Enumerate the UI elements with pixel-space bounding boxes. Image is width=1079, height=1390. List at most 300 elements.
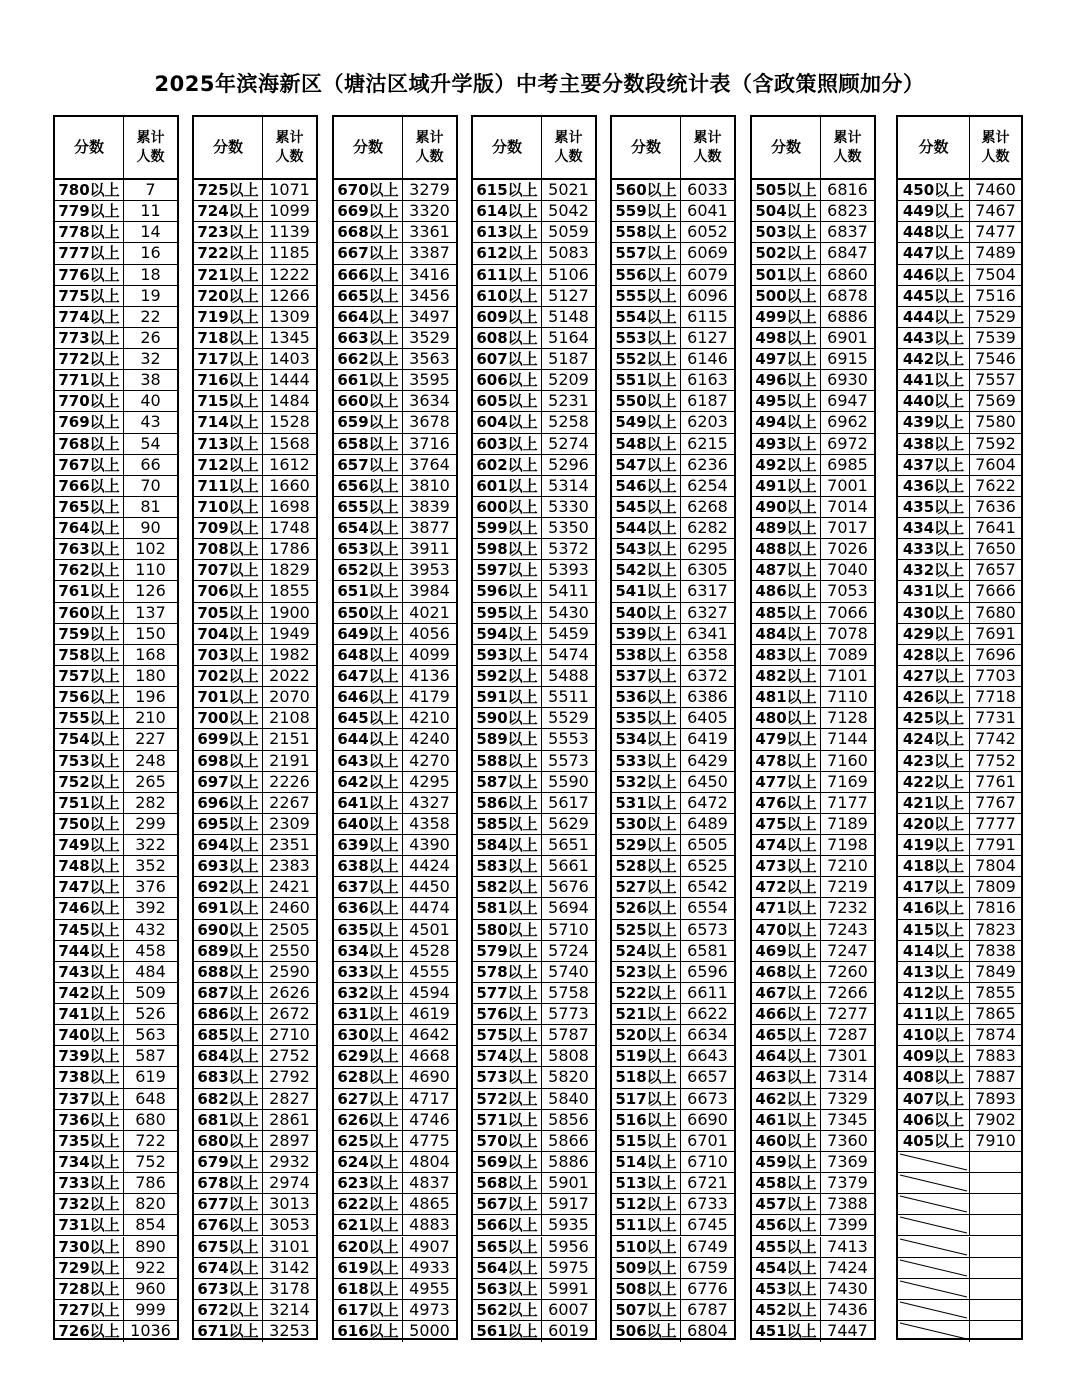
table-row	[334, 624, 456, 645]
table-row	[55, 856, 177, 877]
count-cell: 6505	[687, 835, 728, 855]
score-cell: 507以上	[615, 1300, 677, 1319]
table-row	[752, 793, 874, 814]
score-cell: 711以上	[197, 476, 259, 495]
score-cell: 508以上	[615, 1279, 677, 1298]
count-cell: 7809	[975, 877, 1016, 897]
score-cell: 449以上	[902, 202, 965, 221]
score-cell: 568以上	[476, 1174, 538, 1193]
table-row	[55, 391, 177, 412]
score-cell: 743以上	[58, 962, 120, 981]
count-cell: 2792	[269, 1067, 310, 1087]
table-row	[334, 265, 456, 286]
table-row	[898, 1110, 1021, 1131]
count-cell: 7078	[827, 623, 868, 643]
count-cell: 5740	[548, 961, 589, 981]
header-score: 分数	[212, 138, 243, 156]
table-row	[55, 751, 177, 772]
table-row	[752, 856, 874, 877]
table-row	[194, 729, 316, 750]
count-cell: 6915	[827, 349, 868, 369]
score-cell: 679以上	[197, 1152, 259, 1171]
score-cell: 514以上	[615, 1152, 677, 1171]
score-cell: 620以上	[337, 1237, 399, 1256]
count-cell: 7160	[827, 750, 868, 770]
table-row	[612, 1321, 734, 1342]
score-cell: 432以上	[902, 561, 965, 580]
count-cell: 5617	[548, 792, 589, 812]
score-cell: 532以上	[615, 772, 677, 791]
count-cell: 4746	[409, 1109, 450, 1129]
count-cell: 5991	[548, 1278, 589, 1298]
count-cell: 2505	[269, 919, 310, 939]
count-cell: 7189	[827, 813, 868, 833]
score-cell: 702以上	[197, 666, 259, 685]
score-cell: 767以上	[58, 455, 120, 474]
table-row	[612, 1110, 734, 1131]
score-cell: 553以上	[615, 328, 677, 347]
count-cell: 7838	[975, 940, 1016, 960]
count-cell: 7622	[975, 475, 1016, 495]
count-cell: 7742	[975, 729, 1016, 749]
count-cell: 509	[135, 982, 166, 1002]
table-row	[473, 1025, 595, 1046]
score-cell: 757以上	[58, 666, 120, 685]
count-cell: 6554	[687, 898, 728, 918]
table-row	[55, 1258, 177, 1279]
table-row	[55, 920, 177, 941]
count-cell: 299	[135, 813, 166, 833]
table-row	[334, 349, 456, 370]
table-row	[334, 539, 456, 560]
table-row	[898, 941, 1021, 962]
score-cell: 644以上	[337, 730, 399, 749]
count-cell: 6386	[687, 687, 728, 707]
score-cell: 554以上	[615, 307, 677, 326]
count-cell: 6358	[687, 644, 728, 664]
table-row	[612, 856, 734, 877]
count-cell: 6317	[687, 581, 728, 601]
count-cell: 2590	[269, 961, 310, 981]
score-cell: 681以上	[197, 1110, 259, 1129]
count-cell: 1855	[269, 581, 310, 601]
count-cell: 6127	[687, 327, 728, 347]
count-cell: 322	[135, 835, 166, 855]
score-cell: 549以上	[615, 413, 677, 432]
table-row	[55, 729, 177, 750]
count-cell: 1786	[269, 539, 310, 559]
count-cell: 137	[135, 602, 166, 622]
table-row	[473, 1321, 595, 1342]
table-row	[334, 1173, 456, 1194]
table-row	[55, 180, 177, 201]
table-row	[898, 518, 1021, 539]
score-cell: 573以上	[476, 1068, 538, 1087]
empty-cell-strike	[898, 1258, 969, 1278]
table-row	[898, 920, 1021, 941]
score-cell: 752以上	[58, 772, 120, 791]
score-cell: 657以上	[337, 455, 399, 474]
score-cell: 501以上	[755, 265, 817, 284]
score-cell: 581以上	[476, 899, 538, 918]
count-cell: 6816	[827, 180, 868, 199]
score-cell: 511以上	[615, 1216, 677, 1235]
table-row	[752, 243, 874, 264]
count-cell: 2974	[269, 1173, 310, 1193]
count-cell: 722	[135, 1130, 166, 1150]
table-row	[752, 476, 874, 497]
table-row	[752, 729, 874, 750]
table-row	[55, 1194, 177, 1215]
score-cell: 593以上	[476, 645, 538, 664]
count-cell: 5553	[548, 729, 589, 749]
score-cell: 466以上	[755, 1005, 817, 1024]
count-cell: 2267	[269, 792, 310, 812]
count-cell: 4501	[409, 919, 450, 939]
score-cell: 738以上	[58, 1068, 120, 1087]
count-cell: 7369	[827, 1151, 868, 1171]
table-row	[752, 1004, 874, 1025]
score-cell: 463以上	[755, 1068, 817, 1087]
table-row	[612, 1067, 734, 1088]
table-row	[898, 1004, 1021, 1025]
score-cell: 415以上	[902, 920, 965, 939]
count-cell: 7243	[827, 919, 868, 939]
count-cell: 3053	[269, 1215, 310, 1235]
table-column-group	[53, 115, 179, 1340]
table-row	[55, 793, 177, 814]
table-row	[473, 328, 595, 349]
table-row	[898, 391, 1021, 412]
count-cell: 3279	[409, 180, 450, 199]
count-cell: 3911	[409, 539, 450, 559]
count-cell: 14	[140, 222, 161, 242]
table-row	[612, 666, 734, 687]
empty-cell-strike	[898, 1215, 969, 1235]
count-cell: 4717	[409, 1088, 450, 1108]
count-cell: 7388	[827, 1194, 868, 1214]
count-cell: 26	[140, 327, 161, 347]
table-row	[752, 1089, 874, 1110]
count-cell: 922	[135, 1257, 166, 1277]
score-cell: 563以上	[476, 1279, 538, 1298]
count-cell: 7467	[975, 201, 1016, 221]
table-row	[612, 751, 734, 772]
score-cell: 525以上	[615, 920, 677, 939]
count-cell: 19	[140, 285, 161, 305]
table-row	[898, 645, 1021, 666]
table-row	[334, 1110, 456, 1131]
table-row	[752, 708, 874, 729]
score-cell: 608以上	[476, 328, 538, 347]
table-row	[334, 983, 456, 1004]
score-cell: 674以上	[197, 1258, 259, 1277]
table-row	[334, 1258, 456, 1279]
score-cell: 493以上	[755, 434, 817, 453]
table-row	[612, 1279, 734, 1300]
table-row	[752, 814, 874, 835]
score-cell: 457以上	[755, 1195, 817, 1214]
score-cell: 741以上	[58, 1005, 120, 1024]
count-cell: 7329	[827, 1088, 868, 1108]
score-cell: 697以上	[197, 772, 259, 791]
count-cell: 5274	[548, 433, 589, 453]
table-row	[334, 793, 456, 814]
score-cell: 462以上	[755, 1089, 817, 1108]
score-cell: 572以上	[476, 1089, 538, 1108]
count-cell: 5106	[548, 264, 589, 284]
table-row	[898, 307, 1021, 328]
count-cell: 5164	[548, 327, 589, 347]
score-cell: 776以上	[58, 265, 120, 284]
score-cell: 577以上	[476, 983, 538, 1002]
count-cell: 619	[135, 1067, 166, 1087]
score-cell: 624以上	[337, 1152, 399, 1171]
score-cell: 627以上	[337, 1089, 399, 1108]
table-row	[898, 455, 1021, 476]
score-cell: 496以上	[755, 371, 817, 390]
score-cell: 513以上	[615, 1174, 677, 1193]
score-cell: 710以上	[197, 497, 259, 516]
table-column-group	[192, 115, 318, 1340]
table-row	[334, 814, 456, 835]
count-cell: 5314	[548, 475, 589, 495]
score-cell: 592以上	[476, 666, 538, 685]
score-cell: 746以上	[58, 899, 120, 918]
table-row	[898, 624, 1021, 645]
count-cell: 248	[135, 750, 166, 770]
table-row	[194, 412, 316, 433]
count-cell: 5209	[548, 370, 589, 390]
score-cell: 646以上	[337, 688, 399, 707]
empty-cell-strike	[898, 1173, 969, 1193]
table-row	[752, 581, 874, 602]
table-row	[194, 497, 316, 518]
table-row	[334, 708, 456, 729]
count-cell: 5661	[548, 856, 589, 876]
table-row	[473, 877, 595, 898]
table-row	[473, 603, 595, 624]
table-row	[752, 898, 874, 919]
table-row	[898, 180, 1021, 201]
score-cell: 510以上	[615, 1237, 677, 1256]
table-row	[898, 1321, 1021, 1342]
table-row	[473, 180, 595, 201]
score-cell: 551以上	[615, 371, 677, 390]
count-cell: 6901	[827, 327, 868, 347]
table-row	[334, 772, 456, 793]
score-cell: 424以上	[902, 730, 965, 749]
count-cell: 2309	[269, 813, 310, 833]
count-cell: 16	[140, 243, 161, 263]
score-cell: 421以上	[902, 793, 965, 812]
count-cell: 6305	[687, 560, 728, 580]
score-cell: 777以上	[58, 244, 120, 263]
table-row	[898, 1046, 1021, 1067]
score-cell: 448以上	[902, 223, 965, 242]
table-row	[55, 645, 177, 666]
table-row	[752, 1067, 874, 1088]
table-row	[473, 1300, 595, 1321]
count-cell: 7874	[975, 1025, 1016, 1045]
count-cell: 352	[135, 856, 166, 876]
score-cell: 695以上	[197, 814, 259, 833]
table-row	[752, 412, 874, 433]
table-row	[334, 962, 456, 983]
table-row	[473, 497, 595, 518]
count-cell: 4804	[409, 1151, 450, 1171]
score-cell: 748以上	[58, 857, 120, 876]
table-row	[194, 983, 316, 1004]
score-cell: 414以上	[902, 941, 965, 960]
score-cell: 668以上	[337, 223, 399, 242]
count-cell: 1829	[269, 560, 310, 580]
table-row	[194, 434, 316, 455]
score-cell: 411以上	[902, 1005, 965, 1024]
count-cell: 526	[135, 1004, 166, 1024]
count-cell: 5511	[548, 687, 589, 707]
table-body	[612, 180, 734, 1341]
count-cell: 38	[140, 370, 161, 390]
count-cell: 6581	[687, 940, 728, 960]
score-cell: 413以上	[902, 962, 965, 981]
count-cell: 5758	[548, 982, 589, 1002]
count-cell: 7232	[827, 898, 868, 918]
count-cell: 4327	[409, 792, 450, 812]
score-cell: 560以上	[615, 181, 677, 199]
table-row	[752, 1300, 874, 1321]
table-row	[55, 898, 177, 919]
table-row	[334, 370, 456, 391]
count-cell: 6962	[827, 412, 868, 432]
count-cell: 40	[140, 391, 161, 411]
table-row	[334, 222, 456, 243]
count-cell: 3764	[409, 454, 450, 474]
score-cell: 682以上	[197, 1089, 259, 1108]
table-row	[334, 1004, 456, 1025]
table-row	[612, 1025, 734, 1046]
table-row	[473, 793, 595, 814]
strike-line	[900, 1154, 967, 1170]
table-row	[898, 201, 1021, 222]
table-row	[194, 666, 316, 687]
score-cell: 747以上	[58, 878, 120, 897]
count-cell: 2550	[269, 940, 310, 960]
score-cell: 526以上	[615, 899, 677, 918]
score-cell: 703以上	[197, 645, 259, 664]
table-row	[898, 1300, 1021, 1321]
score-cell: 539以上	[615, 624, 677, 643]
count-cell: 999	[135, 1299, 166, 1319]
score-cell: 588以上	[476, 751, 538, 770]
count-cell: 6710	[687, 1151, 728, 1171]
table-row	[334, 687, 456, 708]
score-cell: 688以上	[197, 962, 259, 981]
empty-cell-strike	[898, 1300, 969, 1320]
count-cell: 4424	[409, 856, 450, 876]
table-row	[898, 962, 1021, 983]
score-cell: 517以上	[615, 1089, 677, 1108]
count-cell: 5529	[548, 708, 589, 728]
table-header	[752, 117, 874, 180]
table-row	[752, 349, 874, 370]
count-cell: 4528	[409, 940, 450, 960]
header-cumulative-count: 累计 人数	[693, 129, 722, 165]
count-cell: 126	[135, 581, 166, 601]
table-row	[194, 1173, 316, 1194]
score-cell: 555以上	[615, 286, 677, 305]
score-cell: 484以上	[755, 624, 817, 643]
table-row	[612, 983, 734, 1004]
score-cell: 685以上	[197, 1026, 259, 1045]
table-row	[334, 603, 456, 624]
count-cell: 5917	[548, 1194, 589, 1214]
score-cell: 658以上	[337, 434, 399, 453]
table-row	[473, 412, 595, 433]
count-cell: 6079	[687, 264, 728, 284]
count-cell: 7301	[827, 1046, 868, 1066]
table-row	[612, 201, 734, 222]
count-cell: 6673	[687, 1088, 728, 1108]
count-cell: 5330	[548, 496, 589, 516]
count-cell: 6611	[687, 982, 728, 1002]
count-cell: 2108	[269, 708, 310, 728]
score-cell: 727以上	[58, 1300, 120, 1319]
table-row	[898, 1152, 1021, 1173]
score-cell: 709以上	[197, 519, 259, 538]
score-cell: 497以上	[755, 350, 817, 369]
count-cell: 90	[140, 518, 161, 538]
empty-cell-strike	[898, 1321, 969, 1341]
table-body	[334, 180, 456, 1341]
table-row	[194, 370, 316, 391]
table-row	[473, 1279, 595, 1300]
table-row	[752, 201, 874, 222]
table-row	[612, 793, 734, 814]
score-cell: 409以上	[902, 1047, 965, 1066]
table-row	[612, 539, 734, 560]
count-cell: 4594	[409, 982, 450, 1002]
table-row	[473, 645, 595, 666]
score-cell: 543以上	[615, 540, 677, 559]
score-cell: 566以上	[476, 1216, 538, 1235]
table-row	[612, 518, 734, 539]
count-cell: 6419	[687, 729, 728, 749]
score-cell: 564以上	[476, 1258, 538, 1277]
score-cell: 519以上	[615, 1047, 677, 1066]
table-row	[612, 286, 734, 307]
count-cell: 7266	[827, 982, 868, 1002]
score-cell: 523以上	[615, 962, 677, 981]
score-cell: 667以上	[337, 244, 399, 263]
score-cell: 780以上	[58, 181, 120, 199]
table-row	[898, 793, 1021, 814]
table-row	[55, 877, 177, 898]
score-cell: 625以上	[337, 1131, 399, 1150]
table-row	[752, 307, 874, 328]
table-row	[752, 687, 874, 708]
score-cell: 768以上	[58, 434, 120, 453]
table-row	[194, 708, 316, 729]
table-row	[473, 962, 595, 983]
count-cell: 7477	[975, 222, 1016, 242]
count-cell: 3214	[269, 1299, 310, 1319]
count-cell: 1660	[269, 475, 310, 495]
count-cell: 3101	[269, 1236, 310, 1256]
score-cell: 478以上	[755, 751, 817, 770]
score-cell: 489以上	[755, 519, 817, 538]
score-cell: 721以上	[197, 265, 259, 284]
